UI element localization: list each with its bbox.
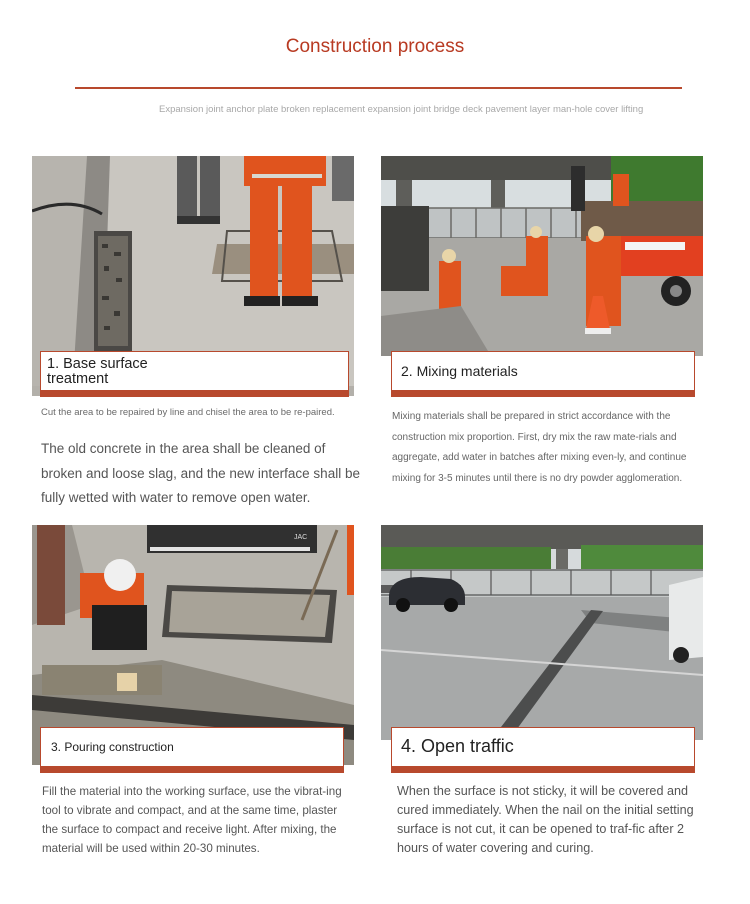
step-1-caption-line-2: treatment xyxy=(47,371,109,387)
step-2-caption xyxy=(391,351,695,391)
title-divider xyxy=(75,87,682,89)
step-2-description: Mixing materials shall be prepared in strict accordance with the construction mix proportion. First, dry mix the raw mate-rials and aggregate, add water in batches after mixing even-ly, and continue mixing for 3-5 minutes until there is no dry powder agglomeration. xyxy=(392,411,687,484)
step-1-caption xyxy=(40,351,349,391)
step-4-caption xyxy=(391,727,695,767)
step-3-caption xyxy=(40,727,344,767)
step-1-caption-line-1: 1. Base surface xyxy=(47,356,148,372)
step-2-caption-text: 2. Mixing materials xyxy=(401,363,518,379)
page-subtitle: Expansion joint anchor plate broken replacement expansion joint bridge deck pavement layer man-hole cover lifting xyxy=(159,104,644,115)
step-3-truck-text: JAC xyxy=(294,534,308,541)
step-4-photo xyxy=(381,525,703,740)
step-4-description: When the surface is not sticky, it will be covered and cured immediately. When the nail on the initial setting surface is not cut, it can be opened to traf-fic after 2 hours of water covering and curing. xyxy=(397,784,694,855)
step-4-caption-text: 4. Open traffic xyxy=(401,736,514,756)
step-3-caption-text: 3. Pouring construction xyxy=(51,740,174,754)
step-1-note: Cut the area to be repaired by line and chisel the area to be re-paired. xyxy=(41,407,335,418)
page-title: Construction process xyxy=(285,36,465,57)
step-2-photo xyxy=(381,156,703,356)
step-3-description: Fill the material into the working surface, use the vibrat-ing tool to vibrate and compact, and at the same time, plaster the surface to compact and receive light. After mixing, the material will be used within 20-30 minutes. xyxy=(42,785,342,855)
step-1-description: The old concrete in the area shall be cleaned of broken and loose slag, and the new interface shall be fully wetted with water to remove open water. xyxy=(41,441,360,505)
